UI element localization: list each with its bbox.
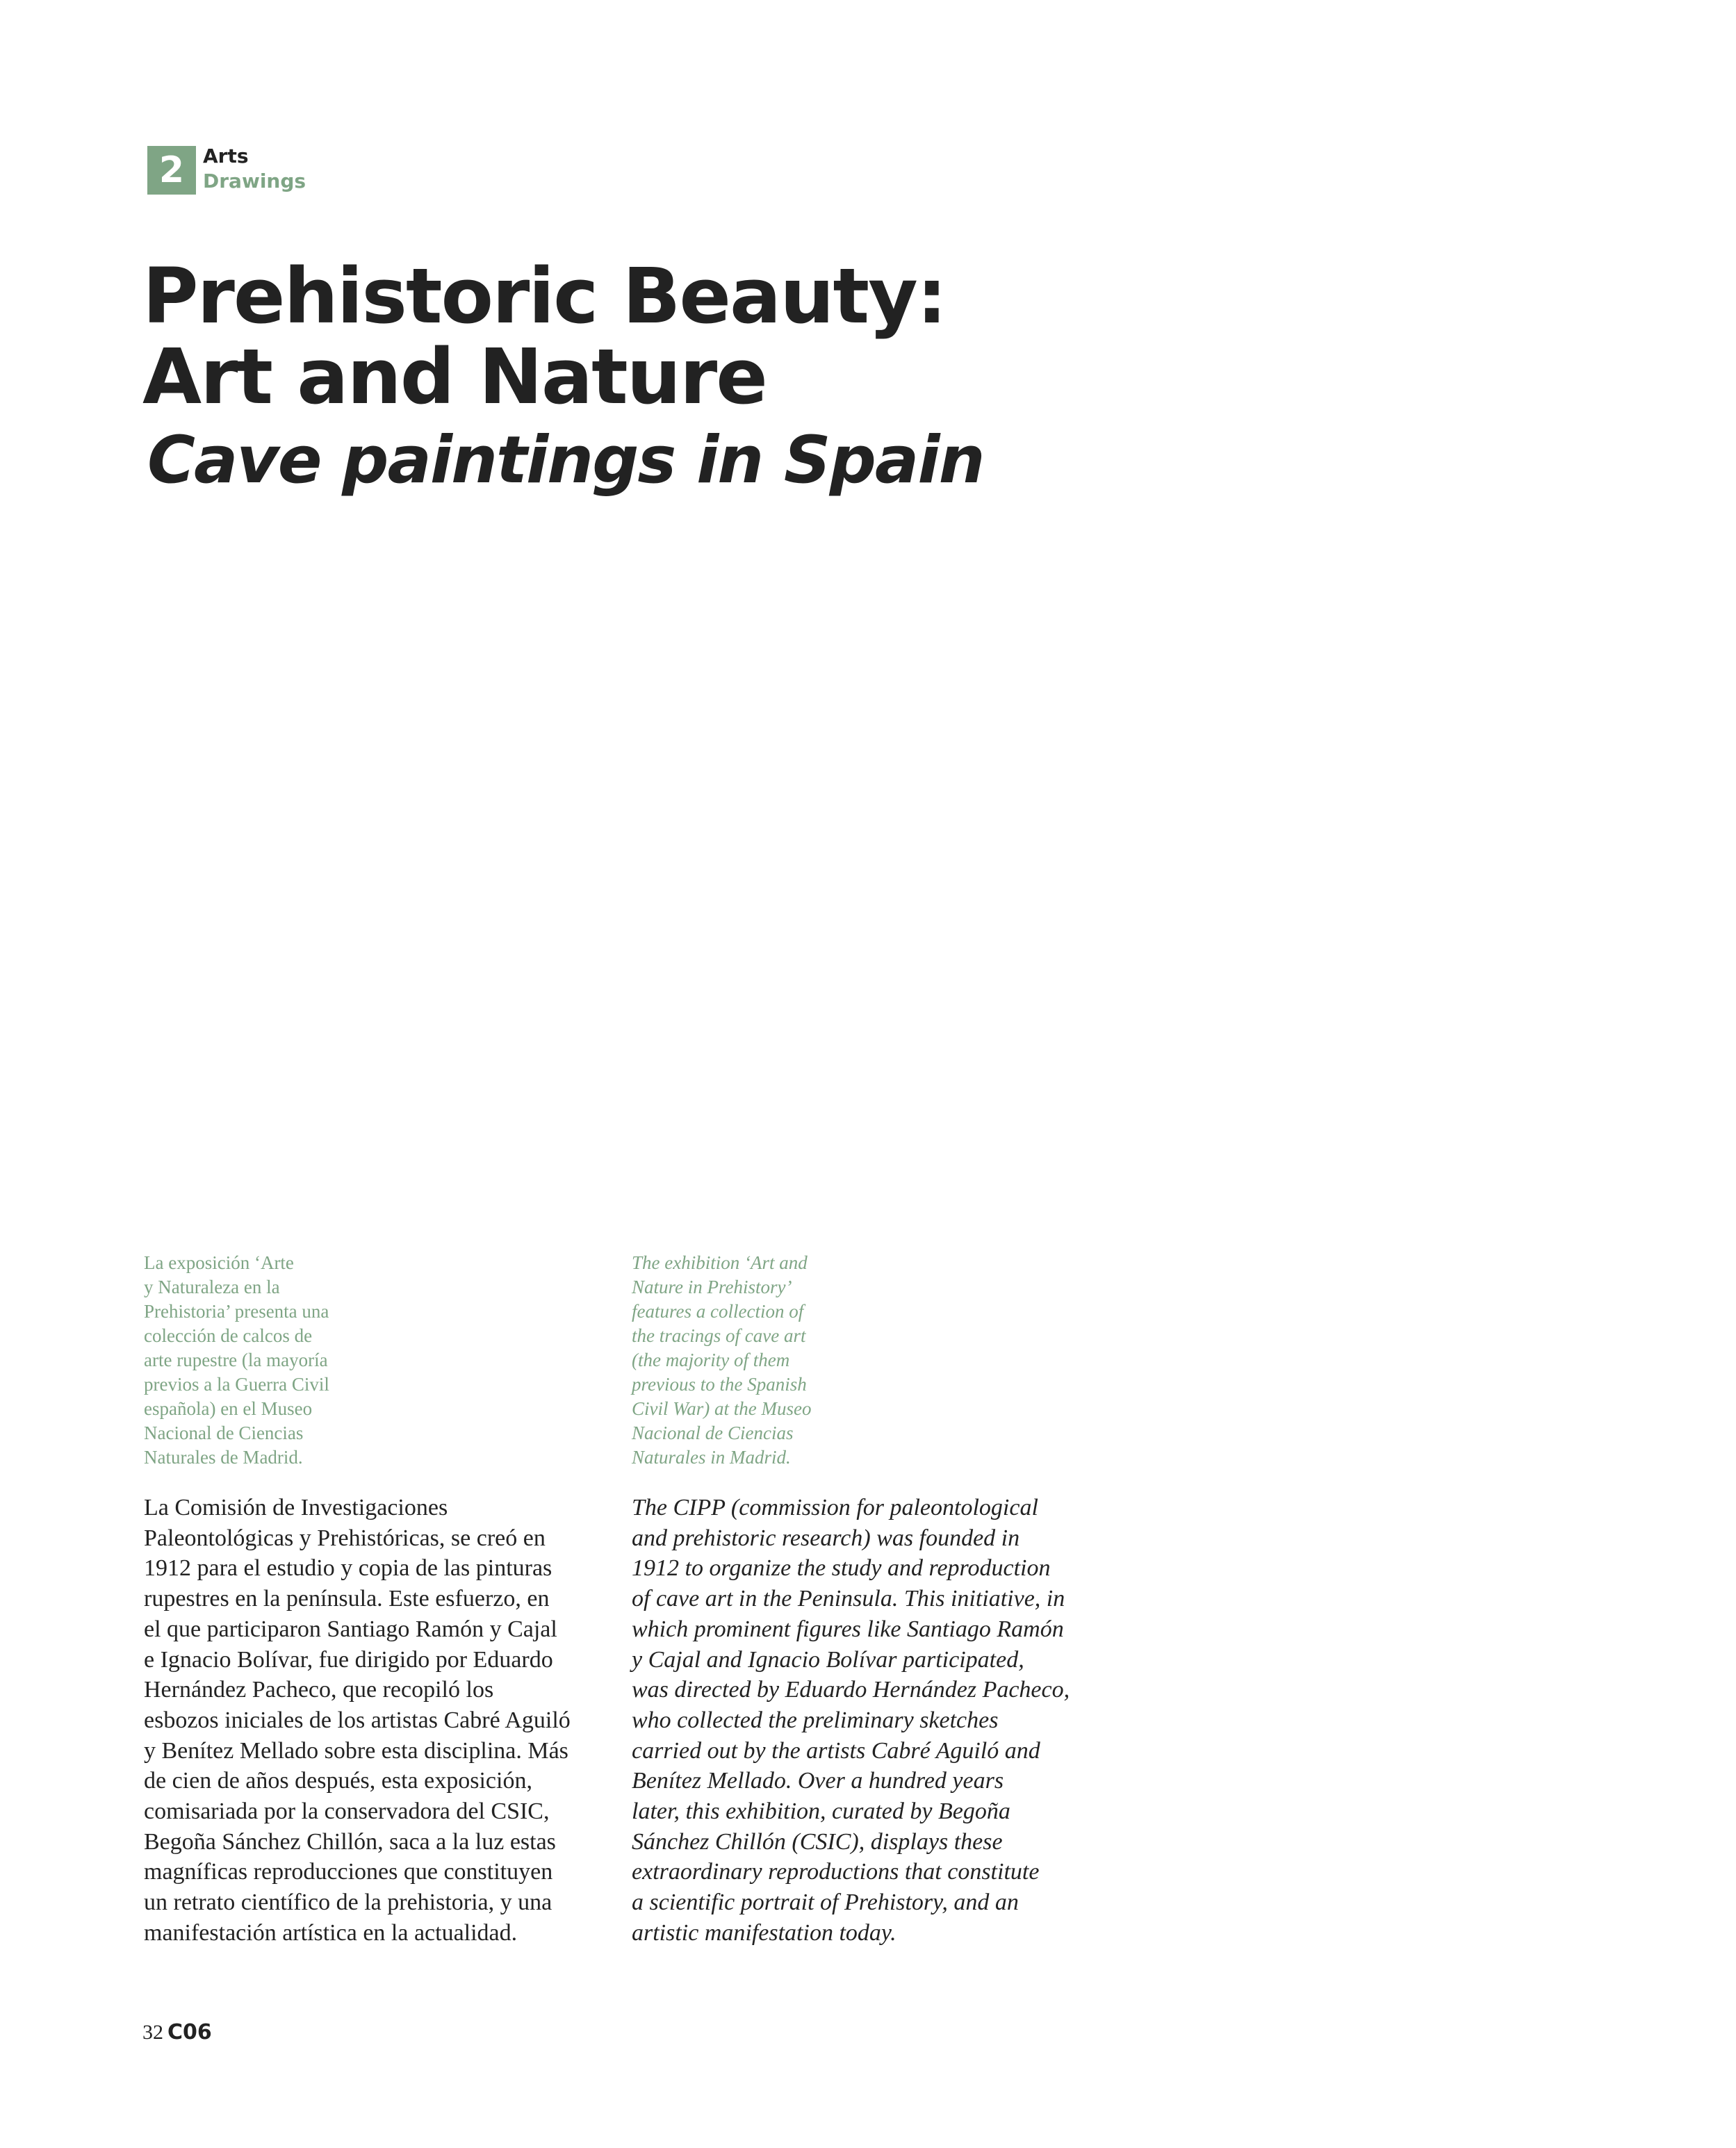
page-title bbox=[142, 252, 1115, 421]
magazine-logo: C06 bbox=[167, 2020, 212, 2044]
body-line: carried out by the artists Cabré Aguiló and bbox=[632, 1737, 1040, 1764]
section-number-badge: 2 bbox=[147, 146, 196, 195]
page-title-line-1: Prehistoric Beauty: bbox=[142, 252, 946, 341]
intro-line: features a collection of bbox=[632, 1301, 804, 1322]
body-line: artistic manifestation today. bbox=[632, 1919, 896, 1946]
intro-english bbox=[632, 1251, 868, 1470]
body-line: 1912 to organize the study and reproduction bbox=[632, 1555, 1051, 1582]
body-line: Sánchez Chillón (CSIC), displays these bbox=[632, 1828, 1003, 1855]
body-line: un retrato científico de la prehistoria, y una bbox=[144, 1889, 552, 1916]
body-line: y Benítez Mellado sobre esta disciplina. Más bbox=[144, 1737, 568, 1764]
body-line: and prehistoric research) was founded in bbox=[632, 1525, 1020, 1551]
body-line: extraordinary reproductions that constitute bbox=[632, 1859, 1040, 1885]
intro-line: (the majority of them bbox=[632, 1350, 790, 1370]
body-line: y Cajal and Ignacio Bolívar participated, bbox=[632, 1646, 1024, 1673]
body-line: de cien de años después, esta exposición, bbox=[144, 1768, 532, 1794]
intro-line: La exposición ‘Arte bbox=[144, 1252, 294, 1273]
body-line: rupestres en la península. Este esfuerzo, en bbox=[144, 1586, 550, 1612]
intro-line: Civil War) at the Museo bbox=[632, 1398, 812, 1419]
body-line: later, this exhibition, curated by Begoña bbox=[632, 1798, 1010, 1825]
intro-line: The exhibition ‘Art and bbox=[632, 1252, 808, 1273]
intro-line: Nature in Prehistory’ bbox=[632, 1277, 792, 1297]
body-line: Hernández Pacheco, que recopiló los bbox=[144, 1677, 494, 1703]
intro-line: previous to the Spanish bbox=[632, 1374, 807, 1395]
body-line: Benítez Mellado. Over a hundred years bbox=[632, 1768, 1004, 1794]
body-line: The CIPP (commission for paleontological bbox=[632, 1495, 1038, 1520]
page-title-line-2: Art and Nature bbox=[142, 332, 767, 421]
body-line: Paleontológicas y Prehistóricas, se creó en bbox=[144, 1525, 546, 1551]
intro-line: Naturales in Madrid. bbox=[632, 1447, 791, 1468]
intro-line: Prehistoria’ presenta una bbox=[144, 1301, 329, 1322]
body-line: La Comisión de Investigaciones bbox=[144, 1495, 448, 1520]
body-line: el que participaron Santiago Ramón y Cajal bbox=[144, 1616, 557, 1642]
intro-line: española) en el Museo bbox=[144, 1398, 313, 1419]
body-english bbox=[632, 1493, 1104, 1949]
intro-line: colección de calcos de bbox=[144, 1325, 313, 1346]
body-line: 1912 para el estudio y copia de las pinturas bbox=[144, 1555, 552, 1582]
page-footer bbox=[142, 2019, 212, 2047]
body-line: a scientific portrait of Prehistory, and an bbox=[632, 1889, 1019, 1916]
body-line: was directed by Eduardo Hernández Pacheco, bbox=[632, 1677, 1070, 1703]
body-line: e Ignacio Bolívar, fue dirigido por Eduardo bbox=[144, 1646, 553, 1673]
body-line: who collected the preliminary sketches bbox=[632, 1707, 999, 1733]
body-line: manifestación artística en la actualidad. bbox=[144, 1919, 518, 1946]
body-line: comisariada por la conservadora del CSIC, bbox=[144, 1798, 550, 1825]
body-spanish bbox=[144, 1493, 616, 1949]
body-line: esbozos iniciales de los artistas Cabré Aguiló bbox=[144, 1707, 571, 1733]
body-line: Begoña Sánchez Chillón, saca a la luz estas bbox=[144, 1828, 556, 1855]
page-subtitle: Cave paintings in Spain bbox=[147, 423, 984, 498]
intro-line: y Naturaleza en la bbox=[144, 1277, 280, 1297]
intro-spanish bbox=[144, 1251, 380, 1470]
page-number: 32 bbox=[142, 2021, 163, 2044]
intro-line: the tracings of cave art bbox=[632, 1325, 806, 1346]
intro-line: Nacional de Ciencias bbox=[144, 1423, 304, 1443]
body-line: which prominent figures like Santiago Ramón bbox=[632, 1616, 1064, 1642]
intro-line: Nacional de Ciencias bbox=[632, 1423, 794, 1443]
body-line: of cave art in the Peninsula. This initiative, in bbox=[632, 1586, 1065, 1612]
body-line: magníficas reproducciones que constituyen bbox=[144, 1859, 553, 1885]
section-subcategory: Drawings bbox=[203, 170, 306, 192]
section-category: Arts bbox=[203, 145, 249, 167]
intro-line: arte rupestre (la mayoría bbox=[144, 1350, 328, 1370]
intro-line: Naturales de Madrid. bbox=[144, 1447, 303, 1468]
intro-line: previos a la Guerra Civil bbox=[144, 1374, 329, 1395]
